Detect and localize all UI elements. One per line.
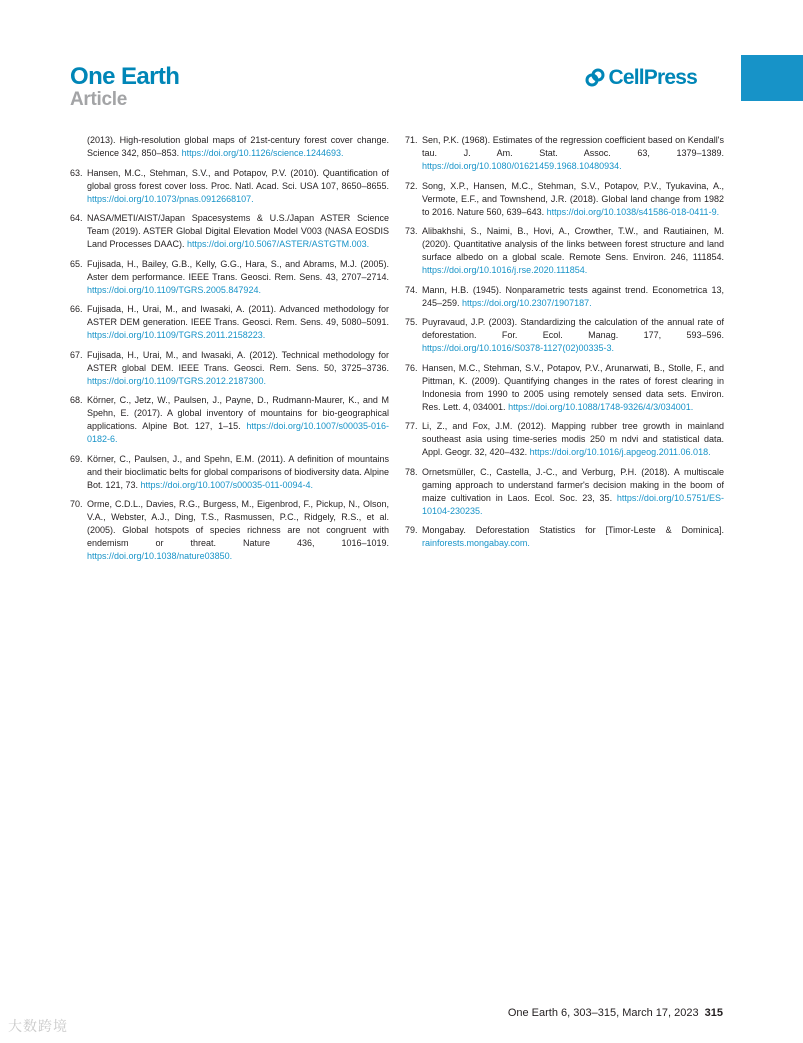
reference-number: 75. bbox=[405, 317, 418, 327]
reference-number: 78. bbox=[405, 466, 418, 477]
doi-link[interactable]: https://doi.org/10.1126/science.1244693. bbox=[181, 148, 344, 158]
reference-text: Hansen, M.C., Stehman, S.V., and Potapov, P.V. (2010). Quantification of global gross forest cover loss. Proc. Natl. Acad. Sci. USA 107, 8650–8655. bbox=[87, 167, 389, 191]
article-type: Article bbox=[70, 89, 128, 110]
reference-item bbox=[405, 466, 724, 518]
reference-number: 65. bbox=[70, 258, 83, 269]
reference-text: Körner, C., Jetz, W., Paulsen, J., Payne, D., Rudmann-Maurer, K., and M Spehn, E. (2017). A global inventory of mountains for bio-geographical applications. Alpine Bot. 127, 1–15. bbox=[87, 395, 389, 431]
reference-item bbox=[405, 225, 724, 277]
reference-text: Li, Z., and Fox, J.M. (2012). Mapping rubber tree growth in mainland southeast asia using time-series modis 250 m ndvi and statistical data. Appl. Geogr. 32, 420–432. bbox=[422, 421, 724, 457]
reference-text: NASA/METI/AIST/Japan Spacesystems & U.S./Japan ASTER Science Team (2019). ASTER Global Digital Elevation Model V003 (NASA EOSDIS Land Processes DAAC). bbox=[87, 213, 389, 249]
doi-link[interactable]: https://doi.org/10.1016/S0378-1127(02)00335-3. bbox=[422, 343, 614, 353]
reference-item bbox=[405, 180, 724, 219]
publisher-name: CellPress bbox=[608, 66, 697, 89]
reference-item bbox=[70, 303, 389, 342]
reference-text: Fujisada, H., Urai, M., and Iwasaki, A. (2011). Advanced methodology for ASTER DEM generation. IEEE Trans. Geosci. Rem. Sens. 49, 5080–5091. bbox=[87, 304, 389, 327]
reference-item bbox=[405, 284, 724, 310]
doi-link[interactable]: https://doi.org/10.1109/TGRS.2012.2187300. bbox=[87, 375, 266, 386]
reference-number: 68. bbox=[70, 395, 83, 405]
doi-link[interactable]: https://doi.org/10.1088/1748-9326/4/3/034001. bbox=[508, 401, 694, 412]
doi-link[interactable]: https://doi.org/10.1109/TGRS.2005.847924. bbox=[87, 284, 261, 295]
reference-text: Alibakhshi, S., Naimi, B., Hovi, A., Crowther, T.W., and Rautiainen, M. (2020). Quantitative analysis of the links between forest structure and land surface albedo on a global scale. Remote Sens. Environ. 246, 111854. bbox=[422, 226, 724, 262]
reference-item bbox=[70, 349, 389, 388]
reference-number: 76. bbox=[405, 362, 418, 373]
doi-link[interactable]: https://doi.org/10.1007/s00035-016-0182-6. bbox=[87, 421, 389, 444]
doi-link[interactable]: https://doi.org/10.1038/s41586-018-0411-9. bbox=[546, 206, 720, 217]
reference-number: 64. bbox=[70, 213, 83, 223]
doi-link[interactable]: https://doi.org/10.1007/s00035-011-0094-4. bbox=[140, 479, 314, 490]
reference-item bbox=[70, 258, 389, 297]
reference-text: Song, X.P., Hansen, M.C., Stehman, S.V., Potapov, P.V., Tyukavina, A., Vermote, E.F., and Townshend, J.R. (2018). Global land change from 1982 to 2016. Nature 560, 639–643. bbox=[422, 180, 724, 217]
reference-item bbox=[405, 420, 724, 459]
reference-item bbox=[405, 316, 724, 355]
reference-text: Hansen, M.C., Stehman, S.V., Potapov, P.V., Arunarwati, B., Stolle, F., and Pittman, K. (2009). Quantifying changes in the rates of forest clearing in Indonesia from 1990 to 2005 using remotely sensed data sets. Environ. Res. Lett. 4, 034001. bbox=[422, 362, 724, 412]
reference-number: 70. bbox=[70, 499, 83, 509]
reference-list-left bbox=[70, 134, 389, 570]
reference-number: 77. bbox=[405, 421, 418, 431]
reference-number: 63. bbox=[70, 167, 83, 178]
doi-link[interactable]: rainforests.mongabay.com. bbox=[422, 538, 530, 548]
reference-item bbox=[405, 362, 724, 414]
reference-number: 74. bbox=[405, 284, 418, 295]
footer-citation: One Earth 6, 303–315, March 17, 2023 bbox=[507, 1007, 699, 1019]
reference-list-right bbox=[405, 134, 724, 557]
doi-link[interactable]: https://doi.org/10.1109/TGRS.2011.2158223. bbox=[87, 330, 266, 340]
cellpress-logo-icon bbox=[585, 68, 605, 88]
reference-number: 71. bbox=[405, 135, 418, 145]
reference-item bbox=[70, 167, 389, 206]
doi-link[interactable]: https://doi.org/10.5067/ASTER/ASTGTM.003. bbox=[187, 239, 370, 249]
reference-number: 79. bbox=[405, 525, 418, 535]
reference-number: 73. bbox=[405, 226, 418, 236]
section-tab bbox=[741, 55, 803, 101]
publisher-logo bbox=[585, 66, 697, 90]
reference-item bbox=[70, 212, 389, 251]
doi-link[interactable]: https://doi.org/10.5751/ES-10104-230235. bbox=[422, 492, 724, 516]
doi-link[interactable]: https://doi.org/10.1073/pnas.0912668107. bbox=[87, 193, 254, 204]
reference-number: 69. bbox=[70, 453, 83, 464]
reference-text: Körner, C., Paulsen, J., and Spehn, E.M. (2011). A definition of mountains and their bioclimatic belts for global comparisons of biodiversity data. Alpine Bot. 121, 73. bbox=[87, 453, 389, 490]
doi-link[interactable]: https://doi.org/10.1080/01621459.1968.10480934. bbox=[422, 161, 622, 171]
reference-text: Orme, C.D.L., Davies, R.G., Burgess, M., Eigenbrod, F., Pickup, N., Olson, V.A., Webster, A.J., Ding, T.S., Rasmussen, P.C., Ridgely, R.S., et al. (2005). Global hotspots of species richness are not congruent with endemism or threat. Nature 436, 1016–1019. bbox=[87, 499, 389, 548]
doi-link[interactable]: https://doi.org/10.1038/nature03850. bbox=[87, 551, 233, 561]
reference-number: 67. bbox=[70, 349, 83, 360]
page-number: 315 bbox=[704, 1007, 723, 1019]
reference-item bbox=[405, 134, 724, 173]
reference-item bbox=[70, 394, 389, 446]
reference-item bbox=[70, 134, 389, 160]
reference-number: 66. bbox=[70, 304, 83, 314]
reference-item bbox=[70, 453, 389, 492]
reference-text: Puyravaud, J.P. (2003). Standardizing the calculation of the annual rate of deforestation. For. Ecol. Manag. 177, 593–596. bbox=[422, 317, 724, 340]
doi-link[interactable]: https://doi.org/10.2307/1907187. bbox=[462, 297, 592, 308]
reference-text: Sen, P.K. (1968). Estimates of the regression coefficient based on Kendall's tau. J. Am. Stat. Assoc. 63, 1379–1389. bbox=[422, 135, 724, 158]
reference-text: Mongabay. Deforestation Statistics for [Timor-Leste & Dominica]. bbox=[422, 525, 724, 535]
reference-text: Fujisada, H., Bailey, G.B., Kelly, G.G., Hara, S., and Abrams, M.J. (2005). Aster dem performance. IEEE Trans. Geosci. Rem. Sens. 43, 2707–2714. bbox=[87, 258, 389, 282]
doi-link[interactable]: https://doi.org/10.1016/j.rse.2020.111854. bbox=[422, 265, 588, 275]
page-footer bbox=[508, 1007, 723, 1019]
journal-title: One Earth bbox=[70, 63, 180, 90]
reference-number: 72. bbox=[405, 180, 418, 191]
doi-link[interactable]: https://doi.org/10.1016/j.apgeog.2011.06.018. bbox=[529, 447, 711, 457]
reference-text: Mann, H.B. (1945). Nonparametric tests against trend. Econometrica 13, 245–259. bbox=[422, 284, 724, 308]
watermark: 大数跨境 bbox=[8, 1018, 68, 1034]
reference-text: (2013). High-resolution global maps of 21st-century forest cover change. Science 342, 850–853. bbox=[87, 135, 389, 158]
reference-text: Ornetsmüller, C., Castella, J.-C., and Verburg, P.H. (2018). A multiscale gaming approach to understand farmer's decision making in the boom of maize cultivation in Laos. Ecol. Soc. 23, 35. bbox=[422, 466, 724, 503]
reference-text: Fujisada, H., Urai, M., and Iwasaki, A. (2012). Technical methodology for ASTER global DEM. IEEE Trans. Geosci. Rem. Sens. 50, 3725–3736. bbox=[87, 349, 389, 373]
reference-item bbox=[405, 524, 724, 550]
reference-item bbox=[70, 498, 389, 563]
